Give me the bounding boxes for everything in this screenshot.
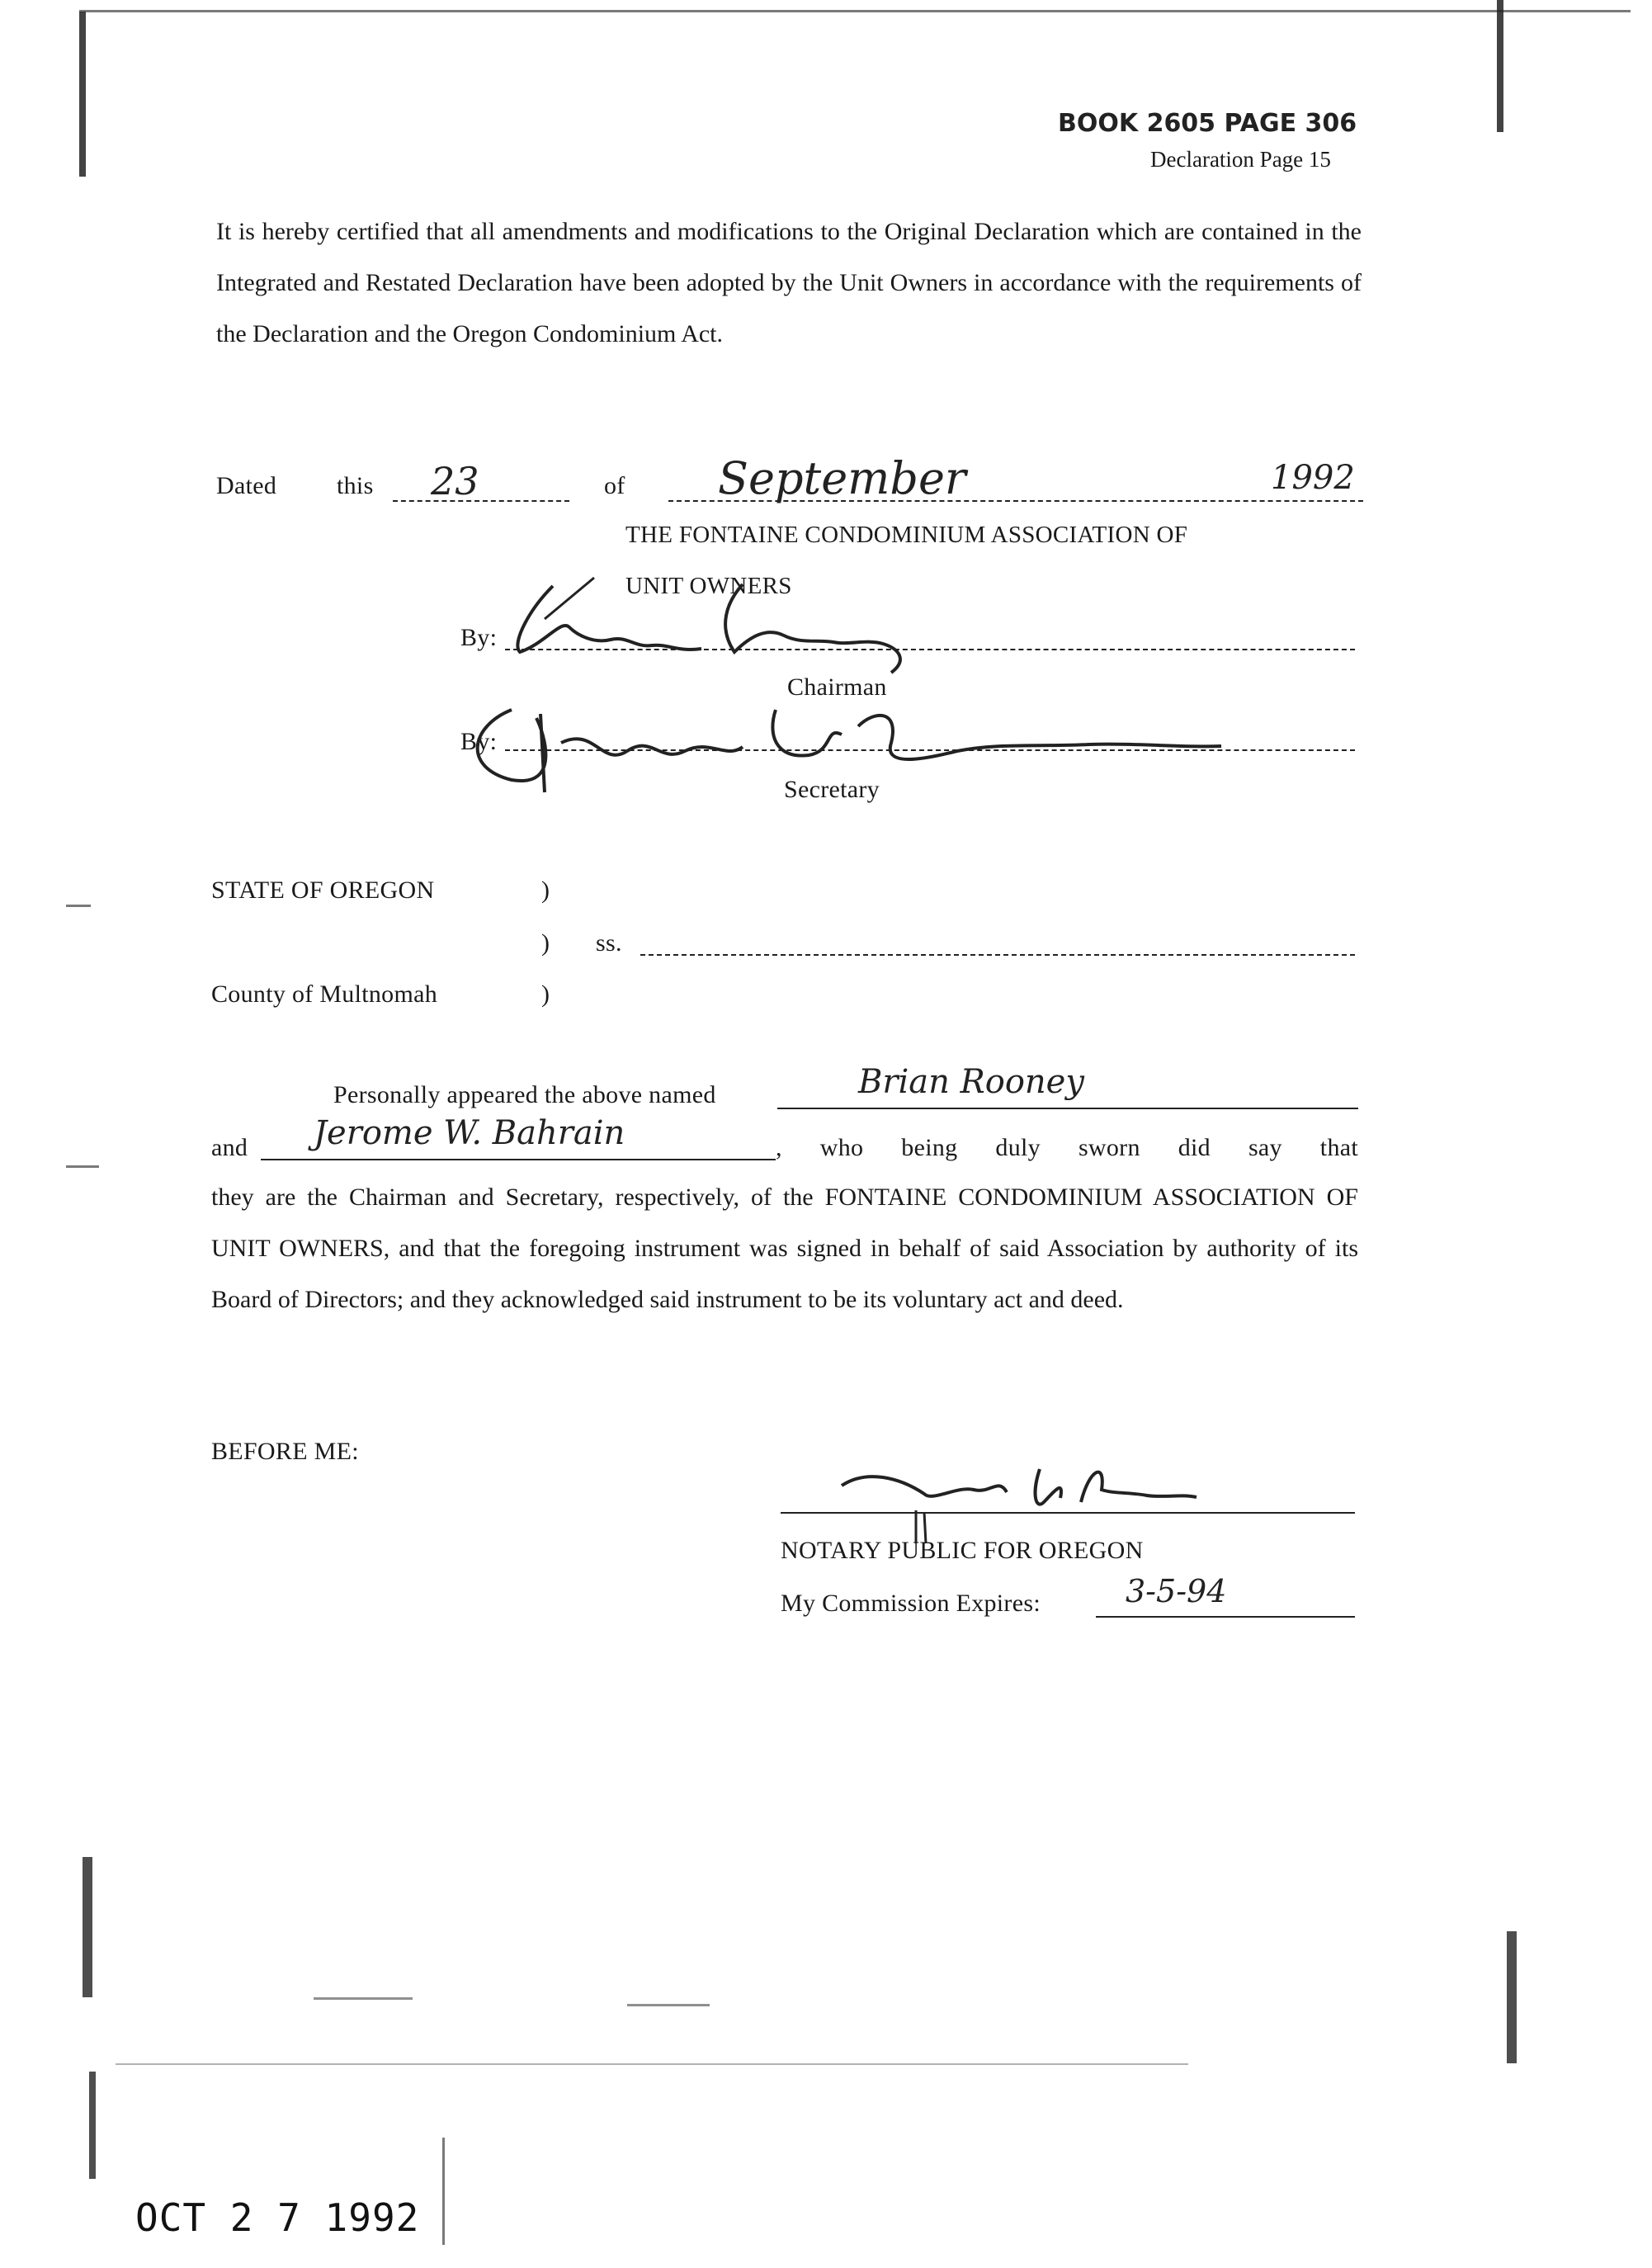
appeared-label: Personally appeared the above named	[333, 1081, 716, 1108]
scan-mark-left-bottom	[83, 1857, 92, 1997]
county-label: County of Multnomah	[211, 980, 438, 1008]
book-page-reference: BOOK 2605 PAGE 306	[1058, 109, 1357, 138]
scan-mark-dash-3	[314, 1997, 413, 2000]
signer-2-line	[261, 1159, 776, 1160]
ss-label: ss.	[596, 929, 622, 957]
recording-date-stamp: OCT 2 7 1992	[135, 2195, 420, 2240]
venue-paren-1: )	[541, 876, 550, 904]
chairman-signature	[495, 569, 941, 677]
association-name-line2: UNIT OWNERS	[625, 573, 792, 599]
signer-1-handwritten: Brian Rooney	[858, 1063, 1084, 1101]
scan-mark-left-bottom-2	[89, 2072, 96, 2179]
chairman-title: Chairman	[787, 673, 887, 701]
month-handwritten: September	[718, 452, 966, 504]
scan-mark-dash-2	[66, 905, 91, 907]
signer-1-line	[777, 1108, 1358, 1109]
notary-signature	[833, 1453, 1213, 1543]
scan-mark-dash-1	[66, 1165, 99, 1168]
scan-mark-bottom-line	[116, 2063, 1188, 2065]
and-label: and	[211, 1134, 248, 1161]
ss-blank	[640, 954, 1355, 956]
acknowledgment-line1-rest: , who being duly sworn did say that	[776, 1134, 1358, 1161]
certification-paragraph: It is hereby certified that all amendments and modifications to the Original Declaration which are contained in the Integrated and Restated Declaration have been adopted by the Unit Owners in accordance with the requirements of the Declaration and the Oregon Condominium Act.	[216, 218, 1362, 347]
declaration-page-number: Declaration Page 15	[1150, 147, 1331, 172]
this-label: this	[337, 472, 374, 499]
commission-date-handwritten: 3-5-94	[1126, 1573, 1227, 1609]
state-label: STATE OF OREGON	[211, 876, 435, 904]
notary-title: NOTARY PUBLIC FOR OREGON	[781, 1537, 1144, 1564]
before-me-label: BEFORE ME:	[211, 1438, 359, 1465]
year-handwritten: 1992	[1271, 459, 1355, 497]
scan-mark-top-edge	[79, 10, 1631, 12]
scan-mark-right-top	[1497, 0, 1503, 132]
secretary-title: Secretary	[784, 776, 880, 803]
scan-mark-stamp-border	[442, 2138, 445, 2245]
commission-label: My Commission Expires:	[781, 1590, 1041, 1617]
commission-date-line	[1096, 1616, 1355, 1618]
day-handwritten: 23	[431, 459, 479, 503]
signer-2-handwritten: Jerome W. Bahrain	[314, 1114, 625, 1152]
of-label: of	[604, 472, 625, 499]
scan-mark-dash-4	[627, 2004, 710, 2006]
day-blank	[393, 500, 569, 502]
acknowledgment-paragraph: they are the Chairman and Secretary, respectively, of the FONTAINE CONDOMINIUM ASSOCIATION OF UNIT OWNERS, and that the foregoing instrument was signed in behalf of said Association by authority of its Board of Directors; and they acknowledged said instrument to be its voluntary act and deed.	[211, 1184, 1358, 1313]
dated-label: Dated	[216, 472, 277, 499]
venue-paren-3: )	[541, 980, 550, 1008]
scan-mark-left-top	[79, 12, 86, 177]
scan-mark-right-bottom	[1507, 1931, 1517, 2063]
venue-paren-2: )	[541, 929, 550, 957]
by-label-chairman: By:	[460, 624, 498, 651]
association-name-line1: THE FONTAINE CONDOMINIUM ASSOCIATION OF	[625, 522, 1188, 548]
by-label-secretary: By:	[460, 728, 498, 755]
